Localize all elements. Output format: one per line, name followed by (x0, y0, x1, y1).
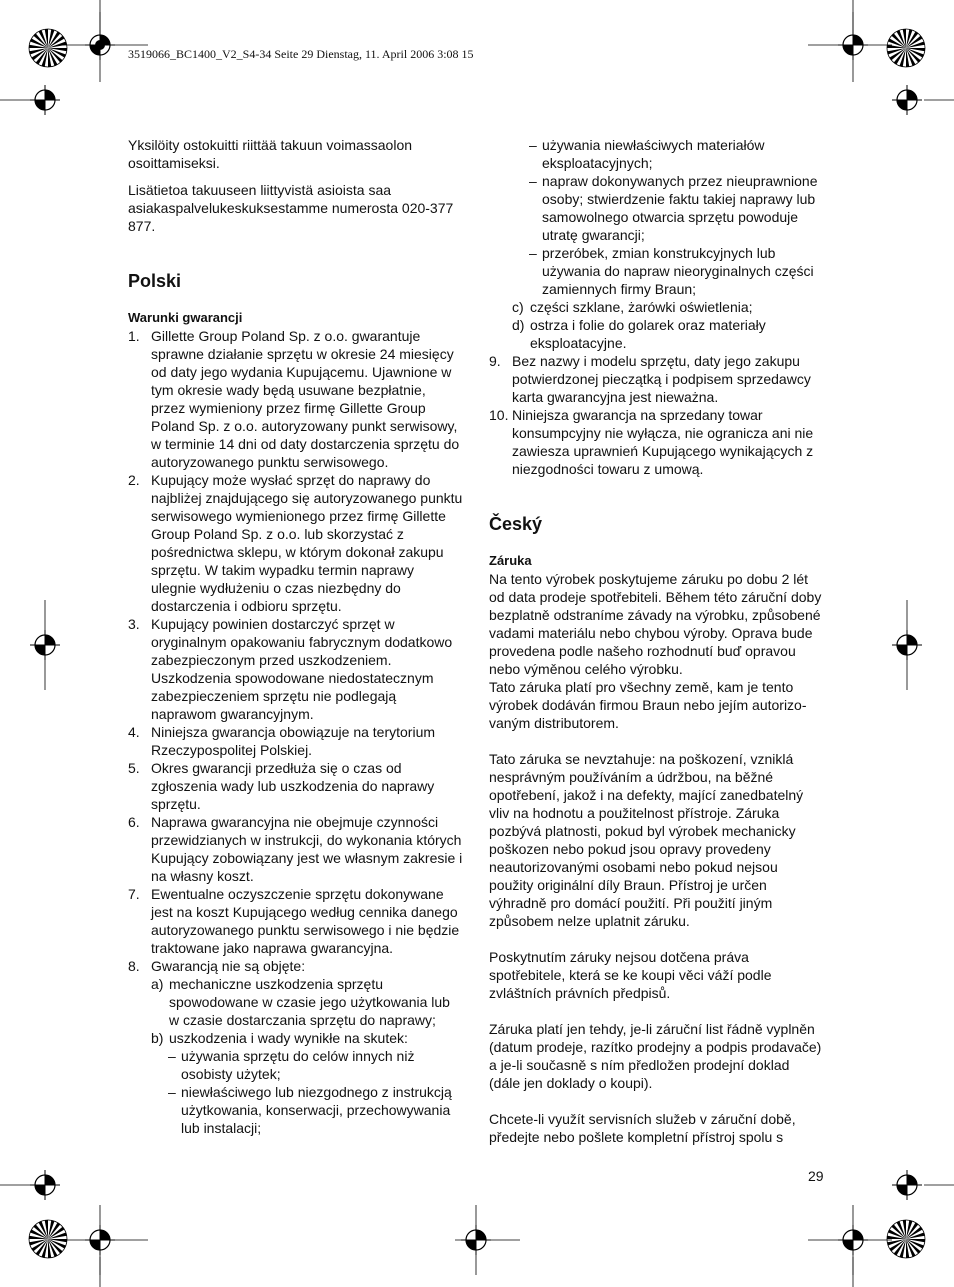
left-column (128, 136, 463, 1137)
dash-list-item: – niewłaściwego lub niezgodnego z instrukcją użytkowania, konserwacji, przechowywania lub instalacji; (168, 1084, 452, 1136)
right-column (489, 136, 824, 1146)
cesky-paragraph-3: Poskytnutím záruky nejsou dotčena práva spotřebitele, která se ke koupi věci váží podle zvláštních právních předpisů. (489, 949, 772, 1001)
sub-list-item: b) uszkodzenia i wady wynikłe na skutek: (151, 1030, 408, 1046)
list-item: 9. Bez nazwy i modelu sprzętu, daty jego zakupu potwierdzonej pieczątką i podpisem sprzedawcy karta gwarancyjna jest nieważna. (489, 353, 811, 405)
cesky-paragraph-2: Tato záruka se nevztahuje: na poškození, vzniklá nesprávným používáním a údržbou, na běžné opotřebení, jakož i na defekty, mající zanedbatelný vliv na hodnotu a použitelnost přístroje. Záruka pozbývá platnosti, pokud byl výrobek mechanicky poškozen nebo pokud jsou opravy provedeny neautorizovanými osobami nebo pokud nejsou použity originální díly Braun. Přístroj je určen výhradně pro domácí použití. Při použití jiným způsobem nelze uplatnit záruku. (489, 751, 804, 929)
list-item: 1. Gillette Group Poland Sp. z o.o. gwarantuje sprawne działanie sprzętu w okresie 24 miesięcy od daty jego wydania Kupującemu. Ujawnione w tym okresie wady będą usuwane bezpłatnie, przez wymieniony przez firmę Gillette Group Poland Sp. z o.o. autoryzowany punkt serwisowy, w terminie 14 dni od daty dostarczenia sprzętu do autoryzowanego punktu serwisowego. (128, 328, 460, 470)
registration-mark-icon (892, 85, 922, 115)
dash-list-item: – napraw dokonywanych przez nieuprawnione osoby; stwierdzenie faktu takiej naprawy lub samowolnego otwarcia sprzętu powoduje utratę gwarancji; (529, 173, 818, 243)
section-subtitle-zaruka: Záruka (489, 553, 532, 568)
section-title-cesky: Český (489, 514, 543, 534)
sub-list-item: c) części szklane, żarówki oświetlenia; (512, 299, 753, 315)
sub-list-item: d) ostrza i folie do golarek oraz materiały eksploatacyjne. (512, 317, 766, 351)
print-header: 3519066_BC1400_V2_S4-34 Seite 29 Dienstag, 11. April 2006 3:08 15 (128, 47, 474, 61)
registration-mark-icon (30, 630, 60, 660)
section-subtitle-warunki: Warunki gwarancji (128, 310, 243, 325)
registration-mark-icon (85, 30, 115, 60)
list-item: 8. Gwarancją nie są objęte: (128, 958, 306, 974)
sub-list-item: a) mechaniczne uszkodzenia sprzętu spowodowane w czasie jego użytkowania lub w czasie dostarczania sprzętu do naprawy; (151, 976, 450, 1028)
dash-list-item: – przeróbek, zmian konstrukcyjnych lub używania do napraw nieoryginalnych części zamiennych firmy Braun; (529, 245, 814, 297)
star-target-icon (886, 28, 926, 68)
registration-mark-icon (461, 1225, 491, 1255)
registration-mark-icon (892, 630, 922, 660)
registration-mark-icon (30, 1170, 60, 1200)
list-item: 10. Niniejsza gwarancja na sprzedany towar konsumpcyjny nie wyłącza, nie ogranicza ani nie zawiesza uprawnień Kupującego wynikających z niezgodności towaru z umową. (489, 407, 814, 477)
list-item: 7. Ewentualne oczyszczenie sprzętu dokonywane jest na koszt Kupującego według cennika danego autoryzowanego punktu serwisowego i nie będzie traktowane jako naprawa gwarancyjna. (128, 886, 460, 956)
registration-mark-icon (30, 85, 60, 115)
registration-mark-icon (892, 1170, 922, 1200)
page-number: 29 (808, 1168, 824, 1184)
star-target-icon (886, 1219, 926, 1259)
cesky-paragraph-1b: Tato záruka platí pro všechny země, kam je tento výrobek dodáván firmou Braun nebo jejím autorizo-vaným distributorem. (489, 679, 807, 731)
list-item: 3. Kupujący powinien dostarczyć sprzęt w oryginalnym opakowaniu fabrycznym dodatkowo zabezpieczonym przed uszkodzeniem. Uszkodzenia spowodowane niedostatecznym zabezpieczeniem sprzętu nie podlegają naprawom gwarancyjnym. (128, 616, 453, 722)
registration-mark-icon (85, 1225, 115, 1255)
list-item: 4. Niniejsza gwarancja obowiązuje na terytorium Rzeczypospolitej Polskiej. (128, 724, 436, 758)
dash-list-item: – używania niewłaściwych materiałów eksploatacyjnych; (529, 137, 765, 171)
finnish-paragraph-1: Yksilöity ostokuitti riittää takuun voimassaolon osoittamiseksi. (128, 137, 413, 171)
cesky-paragraph-1: Na tento výrobek poskytujeme záruku po dobu 2 lét od data prodeje spotřebiteli. Během této záruční doby bezplatně odstraníme závady na výrobku, způsobené vadami materiálu nebo chybou výroby. Oprava bude provedena podle našeho rozhodnutí buď opravou nebo výměnou celého výrobku. (489, 571, 822, 677)
cesky-paragraph-5: Chcete-li využít servisních služeb v záruční době, předejte nebo pošlete kompletní přístroj spolu s (489, 1111, 796, 1145)
section-title-polski: Polski (128, 271, 182, 291)
list-item: 2. Kupujący może wysłać sprzęt do naprawy do najbliżej znajdującego się autoryzowanego punktu serwisowego wymienionego przez firmę Gillette Group Poland Sp. z o.o. lub skorzystać z pośrednictwa sklepu, w którym dokonał zakupu sprzętu. W takim wypadku termin naprawy ulegnie wydłużeniu o czas niezbędny do dostarczenia i odbioru sprzętu. (128, 472, 463, 614)
star-target-icon (28, 1219, 68, 1259)
registration-mark-icon (838, 30, 868, 60)
list-item: 5. Okres gwarancji przedłuża się o czas od zgłoszenia wady lub uszkodzenia do naprawy sprzętu. (128, 760, 435, 812)
registration-mark-icon (838, 1225, 868, 1255)
polski-list (128, 327, 463, 1137)
dash-list-item: – używania sprzętu do celów innych niż osobisty użytek; (168, 1048, 415, 1082)
star-target-icon (28, 28, 68, 68)
cesky-paragraph-4: Záruka platí jen tehdy, je-li záruční list řádně vyplněn (datum prodeje, razítko prodejny a podpis prodavače) a je-li současně s ním předložen prodejní doklad (dále jen doklady o koupi). (489, 1021, 822, 1091)
finnish-paragraph-2: Lisätietoa takuuseen liittyvistä asioista saa asiakaspalvelukeskuksestamme numerosta 020-377 877. (128, 182, 454, 234)
list-item: 6. Naprawa gwarancyjna nie obejmuje czynności przewidzianych w instrukcji, do wykonania których Kupujący zobowiązany jest we własnym zakresie i na własny koszt. (128, 814, 463, 884)
